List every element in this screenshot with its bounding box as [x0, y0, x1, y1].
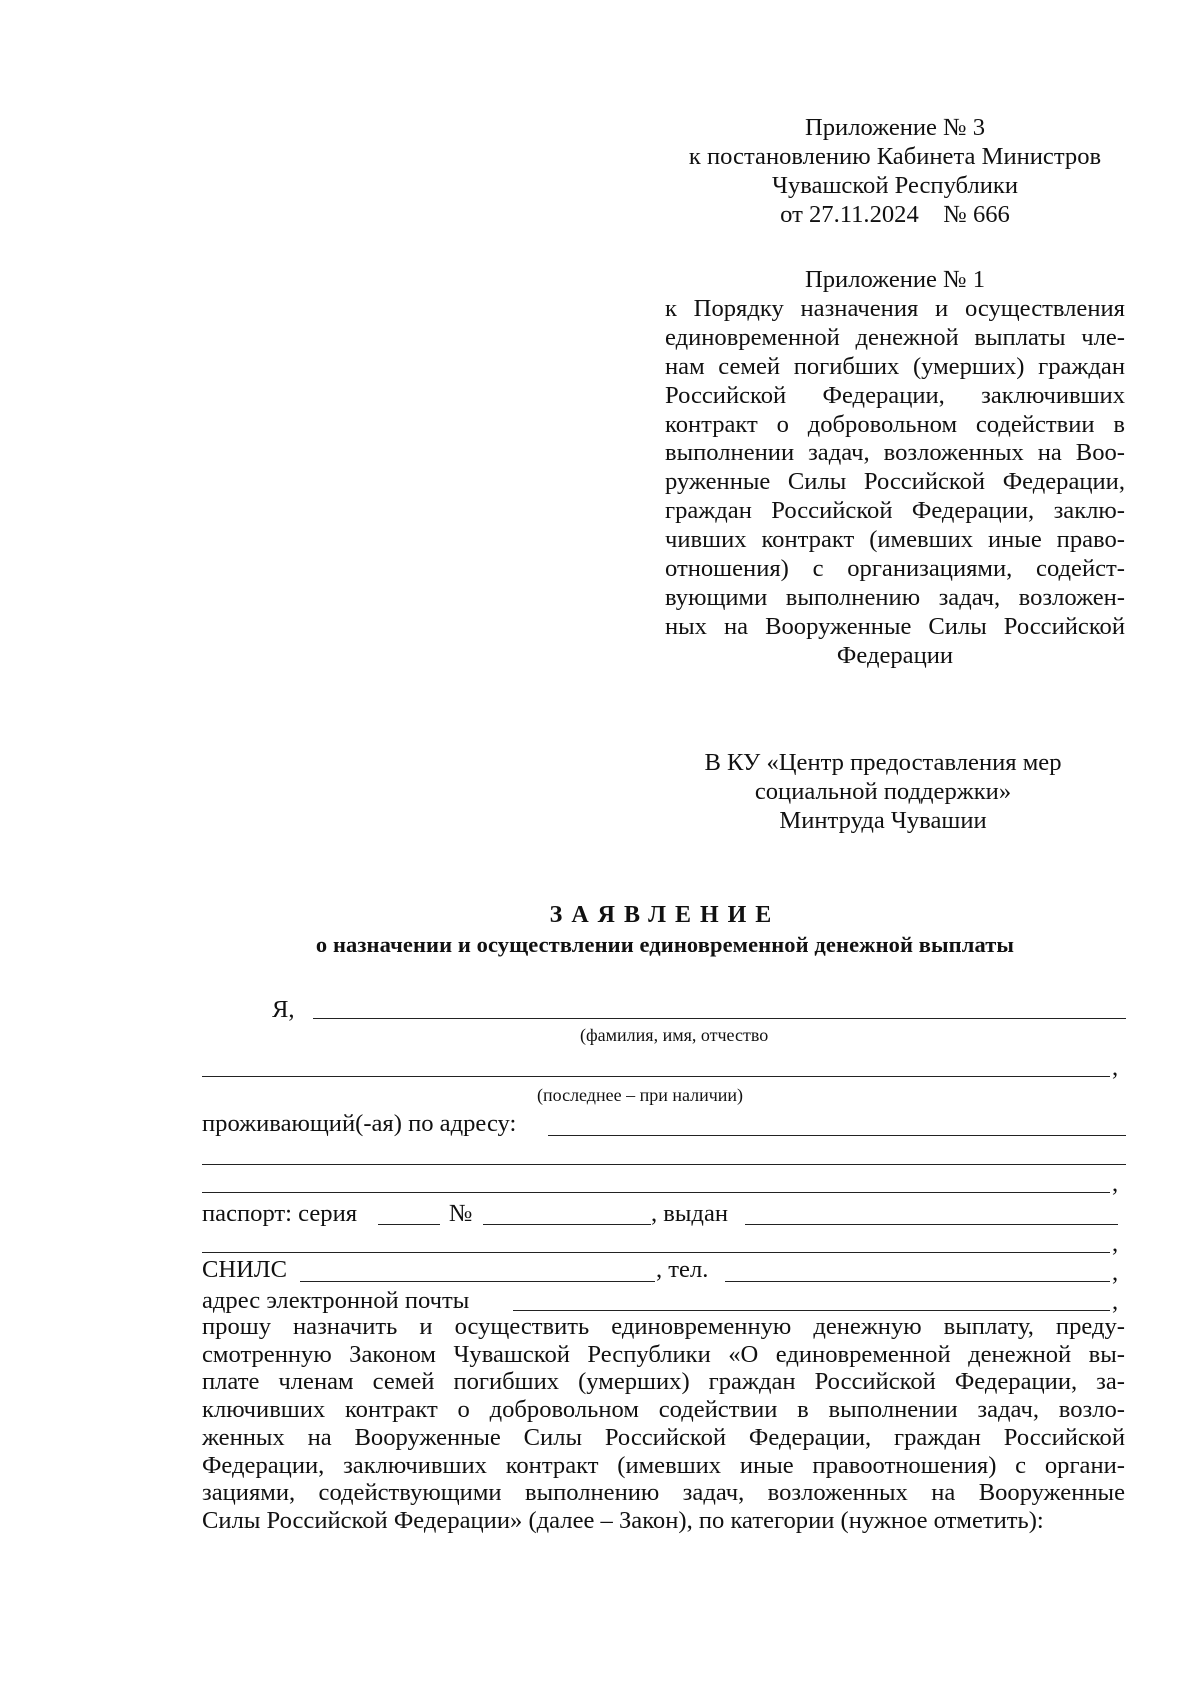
comma: ,	[1112, 1259, 1119, 1286]
appendix-3-date-number: от 27.11.2024 № 666	[780, 200, 1010, 228]
appendix-1-line: руженные Силы Российской Федерации,	[665, 468, 1125, 496]
request-line: Силы Российской Федерации» (далее – Закон), по категории (нужное отметить):	[202, 1506, 1044, 1534]
request-line: ключивших контракт о добровольном содействии в выполнении задач, возло-	[202, 1396, 1125, 1424]
statement-subtitle: о назначении и осуществлении единовременной денежной выплаты	[315, 932, 1015, 957]
request-line: зациями, содействующими выполнению задач, возложенных на Вооруженные	[202, 1479, 1125, 1507]
appendix-1-line: Российской Федерации, заключивших	[665, 381, 1125, 409]
fio-hint-patronymic: (последнее – при наличии)	[537, 1085, 744, 1105]
appendix-1-line: отношения) с организациями, содейст-	[665, 555, 1125, 583]
address-field-line-2[interactable]	[202, 1164, 1126, 1165]
fio-field[interactable]	[313, 1018, 1126, 1019]
snils-field[interactable]	[300, 1281, 655, 1282]
comma: ,	[1112, 1170, 1119, 1197]
i-label: Я,	[272, 996, 295, 1023]
statement-heading	[0, 900, 1200, 960]
comma: ,	[1112, 1230, 1119, 1257]
appendix-1-line: граждан Российской Федерации, заклю-	[665, 497, 1125, 525]
addressee-line: социальной поддержки»	[754, 778, 1012, 805]
appendix-1-line: единовременной денежной выплаты чле-	[665, 323, 1125, 351]
snils-label: СНИЛС	[202, 1256, 288, 1283]
phone-label: , тел.	[656, 1256, 709, 1283]
request-line: Федерации, заключивших контракт (имевших иные правоотношения) с органи-	[202, 1451, 1125, 1479]
addressee-line: В КУ «Центр предоставления мер	[704, 749, 1062, 776]
request-line: смотренную Законом Чувашской Республики «О единовременной денежной вы-	[202, 1340, 1125, 1368]
passport-issued-field-line-2[interactable]	[202, 1252, 1110, 1253]
address-field-line-3[interactable]	[202, 1192, 1110, 1193]
passport-issued-field[interactable]	[745, 1224, 1118, 1225]
appendix-1-line: контракт о добровольном содействии в	[665, 410, 1125, 438]
address-field[interactable]	[548, 1135, 1126, 1136]
fio-hint: (фамилия, имя, отчество	[580, 1025, 769, 1045]
request-line: женных на Вооруженные Силы Российской Федерации, граждан Российской	[202, 1423, 1125, 1451]
passport-series-label: паспорт: серия	[202, 1200, 358, 1227]
comma: ,	[1112, 1288, 1119, 1315]
addressee-line: Минтруда Чувашии	[779, 807, 987, 834]
appendix-1-line: к Порядку назначения и осуществления	[665, 294, 1125, 322]
appendix-1-line: выполнении задач, возложенных на Воо-	[665, 439, 1125, 467]
appendix-3-header	[665, 114, 1125, 230]
appendix-1-line: вующими выполнению задач, возложен-	[665, 583, 1125, 611]
request-paragraph	[202, 1313, 1125, 1535]
request-line: плате членам семей погибших (умерших) граждан Российской Федерации, за-	[202, 1368, 1125, 1396]
appendix-1-line: чивших контракт (имевших иные право-	[665, 526, 1125, 554]
email-field[interactable]	[513, 1310, 1110, 1311]
statement-title: ЗАЯВЛЕНИЕ	[549, 902, 781, 928]
address-label: проживающий(-ая) по адресу:	[202, 1110, 517, 1137]
appendix-1-header	[665, 266, 1125, 671]
appendix-3-line: к постановлению Кабинета Министров	[688, 142, 1102, 170]
appendix-1-line: ных на Вооруженные Силы Российской	[665, 612, 1125, 640]
appendix-1-line: нам семей погибших (умерших) граждан	[665, 352, 1125, 380]
appendix-3-line: Чувашской Республики	[771, 171, 1019, 199]
fio-field-continued[interactable]	[202, 1076, 1110, 1077]
passport-series-field[interactable]	[378, 1224, 440, 1225]
passport-number-label: №	[449, 1200, 473, 1227]
phone-field[interactable]	[725, 1281, 1110, 1282]
appendix-1-line: Федерации	[836, 641, 954, 669]
passport-number-field[interactable]	[483, 1224, 651, 1225]
email-label: адрес электронной почты	[202, 1287, 470, 1314]
appendix-3-line: Приложение № 3	[804, 114, 986, 141]
addressee-block	[648, 748, 1118, 835]
appendix-1-title: Приложение № 1	[804, 266, 986, 293]
comma: ,	[1112, 1054, 1119, 1081]
passport-issued-label: , выдан	[651, 1200, 729, 1227]
request-line: прошу назначить и осуществить единовременную денежную выплату, преду-	[202, 1313, 1125, 1340]
